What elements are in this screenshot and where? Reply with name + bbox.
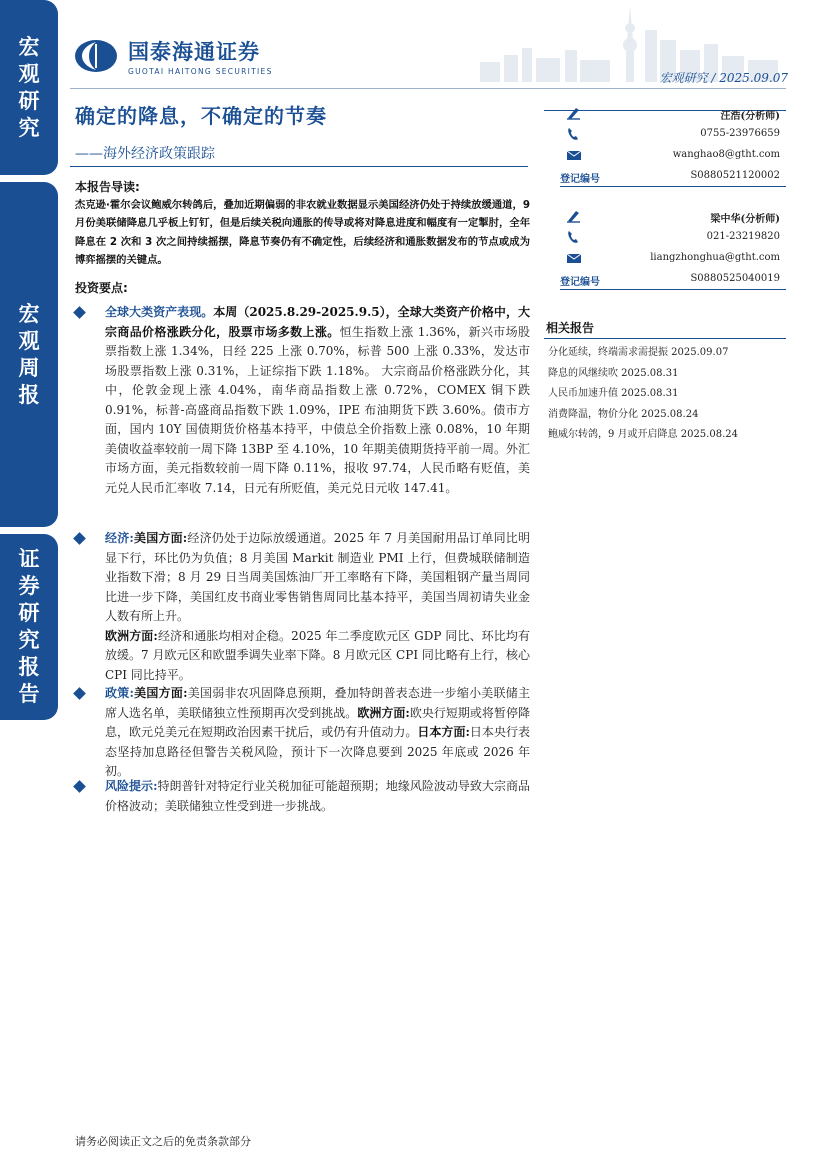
left-sidebar	[0, 0, 58, 720]
jp-label: 日本方面:	[417, 725, 470, 739]
analyst-email[interactable]: wanghao8@gtht.com	[672, 149, 780, 160]
analyst-registration-row	[560, 269, 786, 290]
related-report-item[interactable]: 分化延续，终端需求需提振 2025.09.07	[548, 347, 729, 358]
analyst-email-row	[560, 248, 786, 269]
bullet-diamond-icon	[73, 532, 86, 545]
related-reports-heading: 相关报告	[546, 321, 595, 335]
point-policy	[75, 684, 530, 782]
sidebar-tab-securities-report	[0, 534, 58, 720]
eu-label: 欧洲方面:	[357, 705, 410, 720]
us-label: 美国方面:	[133, 686, 188, 700]
phone-icon	[566, 230, 582, 244]
sidebar-char: 宏	[18, 301, 40, 326]
analyst-email[interactable]: liangzhonghua@gtht.com	[650, 252, 780, 263]
sidebar-char: 观	[18, 61, 40, 86]
sidebar-char: 报	[18, 655, 40, 679]
point-text: 美国弱非农巩固降息预期，叠加特朗普表态进一步缩小美联储主席人选名单，美联储独立性预期再次受到挑战。	[105, 686, 530, 720]
analyst-card-2	[560, 206, 786, 290]
point-text: 欧央行短期或将暂停降息，欧元兑美元在短期政治因素干扰后，或仍有升值动力。	[105, 705, 530, 739]
us-label: 美国方面:	[133, 531, 188, 545]
point-bold-text: 本周（2025.8.29-2025.9.5），全球大类资产价格中，大宗商品价格涨跌分化，股票市场多数上涨。	[105, 305, 530, 339]
eu-label: 欧洲方面:	[105, 628, 158, 643]
guide-heading: 本报告导读:	[75, 180, 140, 194]
sidebar-char: 周	[18, 355, 40, 380]
related-report-item[interactable]: 降息的风继续吹 2025.08.31	[548, 367, 679, 379]
pen-icon	[566, 106, 582, 120]
sidebar-char: 观	[18, 328, 40, 353]
disclaimer-footer: 请务必阅读正文之后的免责条款部分	[75, 1135, 251, 1148]
point-keyword: 经济:	[105, 531, 134, 545]
email-icon	[566, 251, 582, 265]
sidebar-char: 证	[18, 547, 40, 571]
sidebar-char: 研	[18, 601, 40, 625]
guide-body: 杰克逊·霍尔会议鲍威尔转鸽后，叠加近期偏弱的非农就业数据显示美国经济仍处于持续放缓通道，9 月份美联储降息几乎板上钉钉，但是后续关税向通胀的传导或将对降息进度和幅度有一定掣肘，全年降息在 2 次和 3 次之间持续摇摆，降息节奏仍有不确定性，后续经济和通胀数据发布的节点或成为博弈摇摆的关键点。	[75, 199, 530, 267]
analyst-card-1	[560, 103, 786, 187]
pen-icon	[566, 209, 582, 223]
analyst-name: 梁中华(分析师)	[710, 214, 780, 225]
analyst-email-row	[560, 145, 786, 166]
related-reports-list	[548, 343, 786, 446]
sidebar-char: 研	[18, 88, 40, 113]
logo-cn-text: 国泰海通证券	[128, 40, 260, 64]
title-divider	[70, 166, 528, 167]
registration-label: 登记编号	[560, 174, 600, 185]
related-report-item[interactable]: 鲍威尔转鸽，9 月或开启降息 2025.08.24	[548, 429, 738, 441]
related-divider	[544, 338, 786, 339]
analyst-name: 汪浩(分析师)	[720, 111, 780, 122]
bullet-diamond-icon	[73, 780, 86, 793]
point-keyword: 政策:	[105, 686, 134, 700]
point-text: 特朗普针对特定行业关税加征可能超预期；地缘风险波动导致大宗商品价格波动；美联储独立性受到进一步挑战。	[105, 779, 530, 813]
phone-icon	[566, 127, 582, 141]
logo-mark-icon	[74, 39, 118, 73]
point-risk	[75, 777, 530, 816]
report-category-date: 宏观研究 / 2025.09.07	[659, 71, 788, 85]
points-heading: 投资要点:	[75, 281, 128, 295]
logo-en-text: GUOTAI HAITONG SECURITIES	[128, 67, 273, 76]
registration-number: S0880521120002	[690, 170, 780, 181]
point-text: 恒生指数上涨 1.36%，新兴市场股票指数上涨 1.34%，日经 225 上涨 0.70%，标普 500 上涨 0.33%，发达市场股票指数上涨 0.31%，上证综指下跌 1.18%。 大宗商品价格涨跌分化，其中，伦敦金现上涨 4.04%，南华商品指数上涨 0.72%，COMEX 铜下跌 0.91%，标普-高盛商品指数下跌 1.09%，IPE 布油期货下跌 3.60%。债市方面，国内 10Y 国债期货价格基本持平，中债总全价指数上涨 0.08%，10 年期美债收益率较前一周下降 13BP 至 4.10%，10 年期美债期货持平前一周。外汇市场方面，美元指数较前一周下降 0.11%，报收 97.74，人民币略有贬值，美元兑人民币汇率收 7.14，日元有所贬值，美元兑日元收 147.41。	[105, 324, 530, 495]
analyst-phone-row	[560, 124, 786, 145]
sidebar-char: 券	[18, 574, 40, 598]
point-economy	[75, 529, 530, 685]
point-keyword: 风险提示:	[105, 779, 158, 793]
sidebar-char: 究	[18, 628, 40, 652]
sidebar-char: 究	[18, 115, 40, 140]
related-report-item[interactable]: 消费降温，物价分化 2025.08.24	[548, 408, 699, 420]
related-report-item[interactable]: 人民币加速升值 2025.08.31	[548, 388, 679, 400]
point-asset-performance	[75, 303, 530, 498]
header-divider	[70, 88, 786, 89]
analyst-registration-row	[560, 166, 786, 187]
email-icon	[566, 148, 582, 162]
analyst-phone: 0755-23976659	[700, 128, 780, 139]
analyst-name-row	[560, 103, 786, 124]
sidebar-tab-macro-weekly	[0, 182, 58, 527]
sidebar-char: 宏	[18, 34, 40, 59]
registration-number: S0880525040019	[690, 273, 780, 284]
bullet-diamond-icon	[73, 306, 86, 319]
point-keyword: 全球大类资产表现。	[105, 305, 214, 319]
registration-label: 登记编号	[560, 277, 600, 288]
sidebar-char: 告	[18, 682, 40, 706]
bullet-diamond-icon	[73, 687, 86, 700]
point-text: 日本央行表态坚持加息路径但警告关税风险，预计下一次降息要到 2025 年底或 2026 年初。	[105, 725, 530, 778]
analyst-phone-row	[560, 227, 786, 248]
analyst-phone: 021-23219820	[706, 231, 780, 242]
sidebar-tab-macro-research	[0, 0, 58, 175]
report-subtitle: ——海外经济政策跟踪	[75, 146, 215, 162]
point-text: 经济仍处于边际放缓通道。2025 年 7 月美国耐用品订单同比明显下行，环比仍为负值；8 月美国 Markit 制造业 PMI 上行，但费城联储制造业指数下滑；8 月 29 日当周美国炼油厂开工率略有下降，美国粗钢产量当周同比进一步下降，美国红皮书商业零售销售周同比基本持平，美国当周初请失业金人数有所上升。	[105, 531, 530, 623]
company-logo	[74, 36, 273, 76]
report-title: 确定的降息，不确定的节奏	[75, 104, 327, 128]
analyst-name-row	[560, 206, 786, 227]
sidebar-char: 报	[18, 382, 40, 407]
point-text: 经济和通胀均相对企稳。2025 年二季度欧元区 GDP 同比、环比均有放缓。7 月欧元区和欧盟季调失业率下降。8 月欧元区 CPI 同比略有上行，核心 CPI 同比持平。	[105, 628, 530, 682]
